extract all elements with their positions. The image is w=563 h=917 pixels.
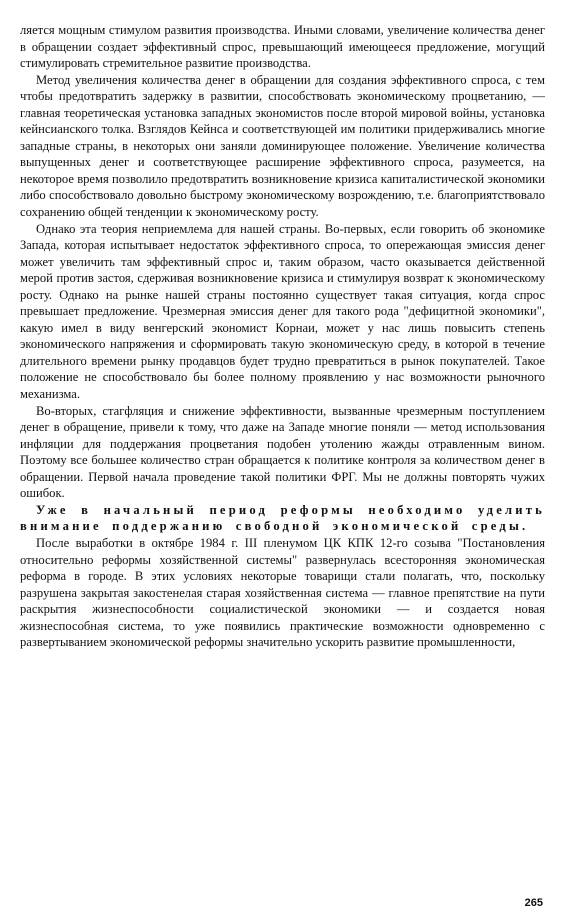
page-text [20, 22, 545, 651]
paragraph-1: ляется мощным стимулом развития производства. Иными словами, увеличение количества денег в обращении создает эффективный спрос, превышающий имеющееся предложение, могущий стимулировать стремительное развитие производства. [20, 23, 545, 71]
paragraph-3: Однако эта теория неприемлема для нашей страны. Во-первых, если говорить об экономике Запада, которая испытывает недостаток эффективного спроса, то опережающая эмиссия денег может увеличить там эффективный спрос и, таким образом, часто оказывается действенной мерой против застоя, сдерживая возникновение кризиса и стимулируя возврат к экономическому росту. Однако на рынке нашей страны постоянно существует такая ситуация, когда спрос превышает предложение. Чрезмерная эмиссия денег для такого рода "дефицитной экономики", какую имел в виду венгерский экономист Корнаи, может у нас лишь повысить степень экономического напряжения и сформировать такую экономическую среду, в которой в течение длительного времени рынку продавцов будет трудно превратиться в рынок покупателей. Такое положение не способствовало бы более полному проявлению у нас возможности рыночного механизма. [20, 221, 545, 402]
page-number: 265 [524, 897, 543, 909]
paragraph-2: Метод увеличения количества денег в обращении для создания эффективного спроса, с тем чтобы предотвратить задержку в развитии, способствовать экономическому процветанию, — главная теоретическая установка западных экономистов после второй мировой войны, установка кейнсианского толка. Взглядов Кейнса и соответствующей им политики придерживались многие западные страны, в некоторых они заняли доминирующее положение. Увеличение количества выпущенных денег и соответствующее расширение эффективного спроса, разумеется, на некоторое время позволило предотвратить возникновение кризиса капиталистической экономики либо способствовало довольно быстрому экономическому возрождению, т.е. благоприятствовало сохранению общей тенденции к экономическому росту. [20, 72, 545, 220]
emphasized-paragraph: Уже в начальный период реформы необходимо уделить внимание поддержанию свободной экономической среды. [20, 502, 545, 534]
paragraph-4: Во-вторых, стагфляция и снижение эффективности, вызванные чрезмерным поступлением денег в обращение, привели к тому, что даже на Западе многие поняли — метод использования инфляции для поддержания процветания подобен утолению жажды отравленным вином. Поэтому все большее количество стран обращается к политике контроля за количеством денег в обращении. Первой начала проведение такой политики ФРГ. Мы не должны повторять чужих ошибок. [20, 403, 545, 501]
paragraph-5: После выработки в октябре 1984 г. III пленумом ЦК КПК 12-го созыва "Постановления относительно реформы хозяйственной системы" развернулась всесторонняя экономическая реформа в городе. В этих условиях некоторые товарищи стали полагать, что, поскольку разрушена закрытая закостенелая старая хозяйственная система — главное препятствие на пути раскрытия жизнеспособности социалистической экономики — и создается новая жизнеспособная система, то уже появились практические возможности одновременно с развертыванием экономической реформы значительно ускорить развитие промышленности, [20, 535, 545, 650]
